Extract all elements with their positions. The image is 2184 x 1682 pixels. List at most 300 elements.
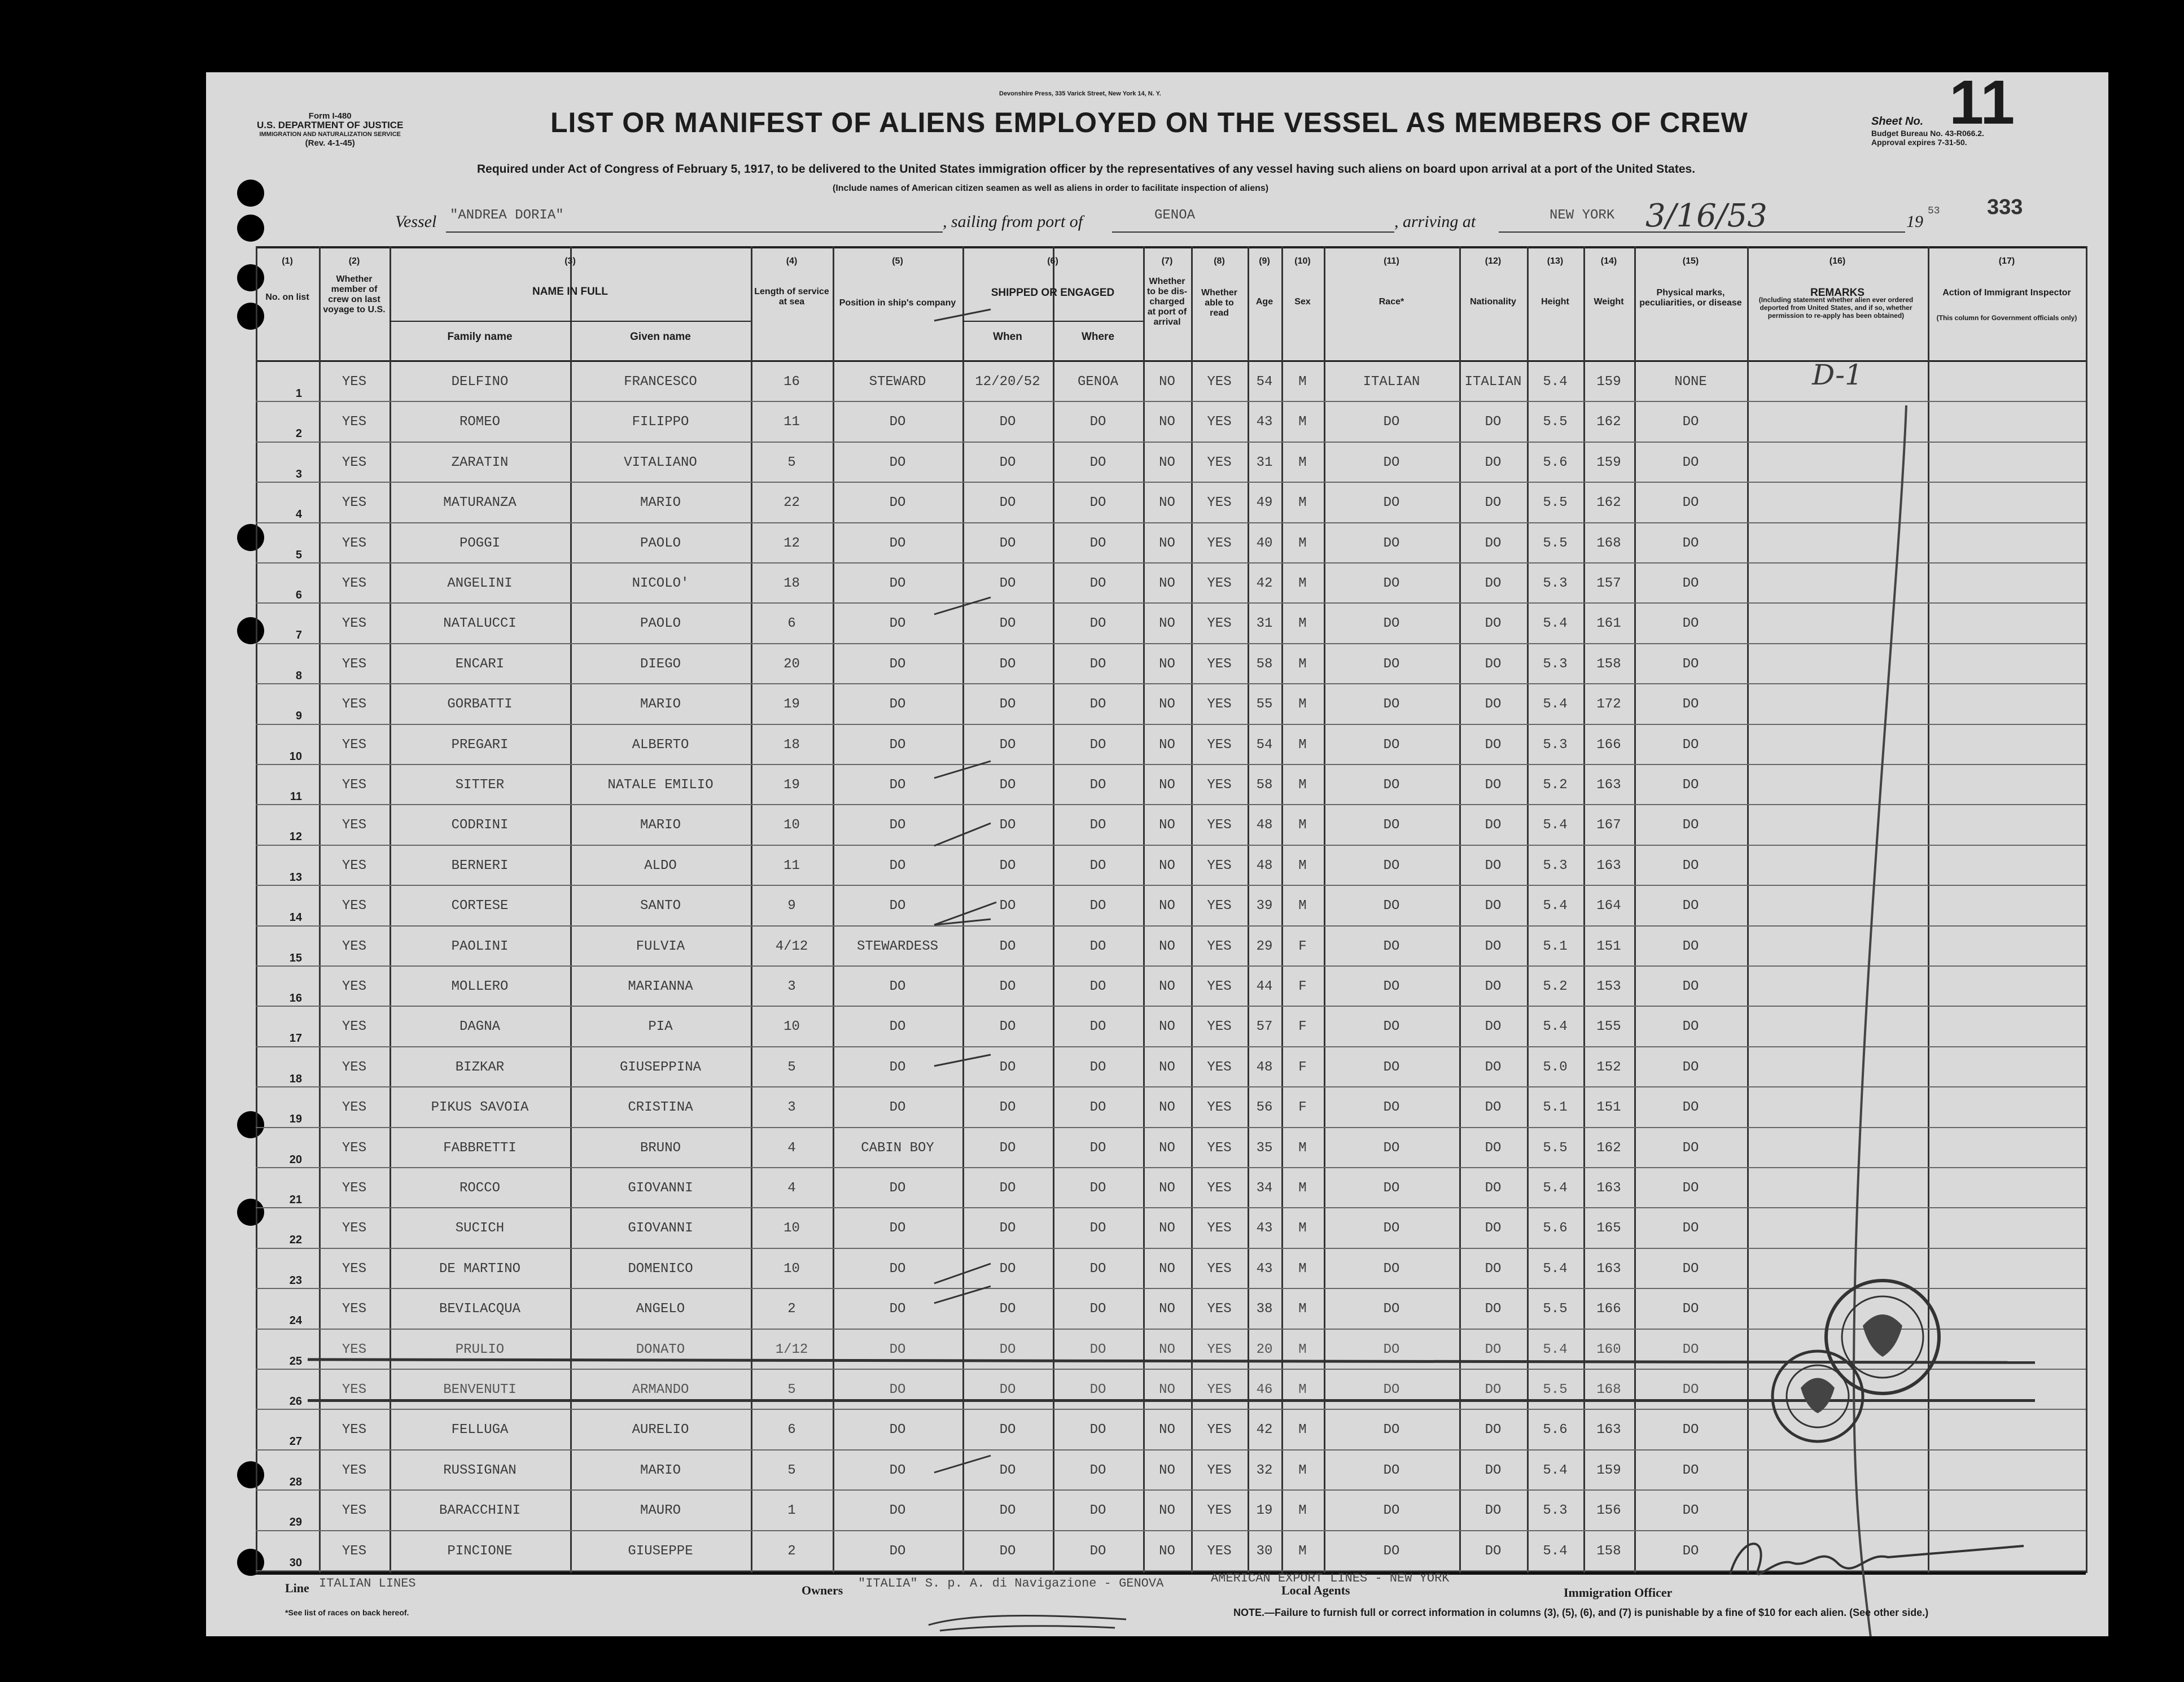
cell-crew: YES [342, 1301, 367, 1317]
row-number: 6 [295, 589, 302, 601]
cell-weight: 162 [1596, 414, 1621, 430]
cell-service: 3 [787, 1100, 796, 1116]
column-number: (16) [1829, 256, 1846, 266]
cell-when: DO [999, 576, 1016, 591]
cell-family: BIZKAR [455, 1059, 505, 1075]
departure-port: GENOA [1154, 208, 1196, 223]
cell-height: 5.4 [1543, 898, 1568, 914]
cell-position: CABIN BOY [861, 1140, 934, 1156]
cell-height: 5.6 [1543, 1221, 1568, 1237]
cell-nat: DO [1485, 979, 1502, 994]
column-number: (10) [1294, 256, 1311, 266]
cell-family: SUCICH [455, 1221, 505, 1237]
cell-nat: DO [1485, 938, 1502, 954]
line-value: ITALIAN LINES [319, 1576, 416, 1591]
cell-nat: DO [1485, 1059, 1502, 1075]
cell-position: DO [889, 1059, 906, 1075]
cell-read: YES [1207, 656, 1232, 672]
cell-read: YES [1207, 1059, 1232, 1075]
cell-when: 12/20/52 [975, 374, 1040, 390]
instruction-note: (Include names of American citizen seamen as well as aliens in order to facilitate inspection of aliens) [833, 184, 1269, 193]
cell-service: 1/12 [775, 1342, 808, 1357]
cell-when: DO [999, 777, 1016, 793]
cell-weight: 162 [1596, 495, 1621, 511]
cell-height: 5.4 [1543, 374, 1568, 390]
cell-nat: DO [1485, 858, 1502, 873]
cell-when: DO [999, 1543, 1016, 1559]
sailing-label: , sailing from port of [943, 212, 1083, 231]
cell-position: DO [889, 1100, 906, 1116]
cell-service: 16 [784, 374, 800, 390]
cell-read: YES [1207, 697, 1232, 713]
cell-age: 48 [1256, 858, 1273, 873]
cell-marks: DO [1682, 1100, 1699, 1116]
cell-service: 4 [787, 1140, 796, 1156]
cell-given: GIUSEPPE [628, 1543, 693, 1559]
cell-weight: 158 [1596, 656, 1621, 672]
cell-nat: DO [1485, 576, 1502, 591]
cell-height: 5.1 [1543, 938, 1568, 954]
cell-sex: M [1298, 1301, 1307, 1317]
cell-read: YES [1207, 1503, 1232, 1519]
column-number: (14) [1600, 256, 1617, 266]
cell-when: DO [999, 1462, 1016, 1478]
cell-family: DE MARTINO [439, 1261, 521, 1277]
family-name-header: Family name [447, 331, 513, 343]
cell-sex: M [1298, 858, 1307, 873]
cell-where: DO [1089, 979, 1106, 994]
cell-sex: F [1298, 1100, 1307, 1116]
cell-nat: DO [1485, 535, 1502, 551]
cell-marks: DO [1682, 1059, 1699, 1075]
cell-height: 5.5 [1543, 535, 1568, 551]
cell-crew: YES [342, 535, 367, 551]
cell-position: DO [889, 1462, 906, 1478]
sheet-label: Sheet No. [1871, 115, 1924, 128]
cell-given: GIOVANNI [628, 1221, 693, 1237]
cell-age: 42 [1256, 576, 1273, 591]
cell-position: DO [889, 979, 906, 994]
cell-age: 55 [1256, 697, 1273, 713]
column-number: (8) [1214, 256, 1225, 266]
cell-family: ZARATIN [451, 455, 509, 470]
cell-read: YES [1207, 455, 1232, 470]
cell-crew: YES [342, 1059, 367, 1075]
cell-given: MARIANNA [628, 979, 693, 994]
cell-sex: M [1298, 737, 1307, 753]
cell-disch: NO [1159, 858, 1175, 873]
cell-where: DO [1089, 1221, 1106, 1237]
cell-disch: NO [1159, 495, 1175, 511]
cell-age: 48 [1256, 1059, 1273, 1075]
cell-family: BERNERI [451, 858, 509, 873]
cell-nat: DO [1485, 1261, 1502, 1277]
cell-sex: F [1298, 979, 1307, 994]
cell-sex: M [1298, 898, 1307, 914]
action-note: (This column for Government officials only) [1936, 314, 2077, 322]
cell-disch: NO [1159, 1261, 1175, 1277]
cell-service: 5 [787, 1382, 796, 1397]
cell-crew: YES [342, 656, 367, 672]
cell-height: 5.4 [1543, 616, 1568, 632]
cell-read: YES [1207, 858, 1232, 873]
cell-disch: NO [1159, 616, 1175, 632]
cell-given: MARIO [640, 495, 681, 511]
cell-nat: DO [1485, 1221, 1502, 1237]
cell-sex: M [1298, 777, 1307, 793]
cell-sex: M [1298, 697, 1307, 713]
cell-weight: 153 [1596, 979, 1621, 994]
cell-marks: DO [1682, 1181, 1699, 1196]
cell-marks: DO [1682, 656, 1699, 672]
cell-race: DO [1383, 938, 1400, 954]
cell-where: DO [1089, 938, 1106, 954]
cell-race: DO [1383, 1261, 1400, 1277]
cell-given: VITALIANO [624, 455, 697, 470]
row-number: 15 [289, 951, 302, 964]
cell-service: 9 [787, 898, 796, 914]
cell-position: DO [889, 495, 906, 511]
row-number: 30 [289, 1556, 302, 1569]
cell-disch: NO [1159, 576, 1175, 591]
column-header: Height [1541, 297, 1569, 307]
cell-height: 5.4 [1543, 818, 1568, 833]
cell-position: DO [889, 1543, 906, 1559]
cell-weight: 155 [1596, 1019, 1621, 1035]
cell-sex: M [1298, 495, 1307, 511]
cell-position: DO [889, 1342, 906, 1357]
cell-service: 18 [784, 737, 800, 753]
cell-crew: YES [342, 1543, 367, 1559]
cell-crew: YES [342, 455, 367, 470]
cell-age: 56 [1256, 1100, 1273, 1116]
column-header: Action of Immigrant Inspector [1942, 288, 2071, 298]
cell-service: 4/12 [775, 938, 808, 954]
cell-weight: 163 [1596, 1422, 1621, 1438]
cell-age: 58 [1256, 777, 1273, 793]
cell-read: YES [1207, 818, 1232, 833]
row-number: 25 [289, 1355, 302, 1368]
cell-disch: NO [1159, 1462, 1175, 1478]
cell-sex: M [1298, 535, 1307, 551]
cell-height: 5.2 [1543, 979, 1568, 994]
cell-disch: NO [1159, 414, 1175, 430]
cell-service: 5 [787, 1059, 796, 1075]
cell-race: DO [1383, 656, 1400, 672]
cell-race: DO [1383, 1503, 1400, 1519]
cell-age: 34 [1256, 1181, 1273, 1196]
column-number: (13) [1547, 256, 1564, 266]
column-header: Age [1255, 297, 1273, 307]
cell-disch: NO [1159, 1181, 1175, 1196]
cell-read: YES [1207, 1100, 1232, 1116]
cell-nat: DO [1485, 697, 1502, 713]
cell-age: 40 [1256, 535, 1273, 551]
cell-read: YES [1207, 1382, 1232, 1397]
owners-label: Owners [802, 1583, 843, 1597]
cell-remarks: D-1 [1812, 359, 1863, 391]
cell-age: 19 [1256, 1503, 1273, 1519]
cell-position: DO [889, 858, 906, 873]
cell-sex: F [1298, 1019, 1307, 1035]
cell-weight: 159 [1596, 374, 1621, 390]
cell-family: BENVENUTI [443, 1382, 517, 1397]
row-number: 14 [289, 911, 302, 924]
cell-where: DO [1089, 898, 1106, 914]
cell-crew: YES [342, 777, 367, 793]
printer-imprint: Devonshire Press, 335 Varick Street, New York 14, N. Y. [999, 90, 1161, 97]
cell-service: 11 [784, 858, 800, 873]
cell-given: ANGELO [636, 1301, 685, 1317]
row-number: 16 [289, 992, 302, 1004]
cell-sex: M [1298, 1462, 1307, 1478]
cell-where: DO [1089, 616, 1106, 632]
cell-nat: DO [1485, 495, 1502, 511]
cell-when: DO [999, 1342, 1016, 1357]
cell-crew: YES [342, 1181, 367, 1196]
column-header: No. on list [265, 292, 309, 302]
cell-family: DAGNA [459, 1019, 500, 1035]
manifest-sheet [206, 68, 2108, 1636]
cell-service: 22 [784, 495, 800, 511]
cell-read: YES [1207, 495, 1232, 511]
cell-weight: 159 [1596, 455, 1621, 470]
cell-race: DO [1383, 1059, 1400, 1075]
given-name-header: Given name [630, 331, 691, 343]
cell-disch: NO [1159, 1503, 1175, 1519]
cell-family: PIKUS SAVOIA [431, 1100, 529, 1116]
row-number: 11 [290, 790, 302, 803]
cell-age: 31 [1256, 455, 1273, 470]
cell-when: DO [999, 1261, 1016, 1277]
cell-race: DO [1383, 1100, 1400, 1116]
cell-nat: DO [1485, 1422, 1502, 1438]
cell-family: GORBATTI [447, 697, 513, 713]
cell-nat: DO [1485, 656, 1502, 672]
cell-marks: DO [1682, 1543, 1699, 1559]
cell-read: YES [1207, 576, 1232, 591]
cell-weight: 157 [1596, 576, 1621, 591]
cell-weight: 164 [1596, 898, 1621, 914]
column-header: Nationality [1470, 297, 1516, 307]
cell-position: DO [889, 455, 906, 470]
cell-weight: 163 [1596, 777, 1621, 793]
department: U.S. DEPARTMENT OF JUSTICE [257, 120, 404, 130]
cell-nat: DO [1485, 414, 1502, 430]
cell-nat: DO [1485, 1019, 1502, 1035]
row-number: 3 [295, 468, 302, 480]
cell-marks: DO [1682, 1342, 1699, 1357]
cell-when: DO [999, 616, 1016, 632]
cell-service: 1 [787, 1503, 796, 1519]
cell-marks: DO [1682, 576, 1699, 591]
cell-crew: YES [342, 1221, 367, 1237]
cell-disch: NO [1159, 818, 1175, 833]
row-number: 29 [289, 1516, 302, 1529]
column-header: REMARKS [1810, 287, 1865, 299]
column-header: Position in ship's company [839, 298, 956, 308]
cell-nat: DO [1485, 1301, 1502, 1317]
cell-height: 5.5 [1543, 1140, 1568, 1156]
cell-where: GENOA [1077, 374, 1118, 390]
cell-disch: NO [1159, 1543, 1175, 1559]
cell-crew: YES [342, 898, 367, 914]
cell-given: ALDO [644, 858, 677, 873]
cell-crew: YES [342, 616, 367, 632]
cell-age: 20 [1256, 1342, 1273, 1357]
cell-race: DO [1383, 1462, 1400, 1478]
cell-sex: M [1298, 1382, 1307, 1397]
officer-signature [1719, 1523, 2035, 1602]
cell-family: PINCIONE [447, 1543, 513, 1559]
cell-when: DO [999, 414, 1016, 430]
consulate-seal [1741, 1275, 1956, 1461]
column-header: NAME IN FULL [532, 286, 609, 298]
cell-sex: F [1298, 938, 1307, 954]
service: IMMIGRATION AND NATURALIZATION SERVICE [259, 131, 401, 138]
cell-crew: YES [342, 1462, 367, 1478]
owners-flourish [923, 1608, 1137, 1636]
cell-where: DO [1089, 1059, 1106, 1075]
cell-position: STEWARD [869, 374, 926, 390]
cell-race: DO [1383, 1342, 1400, 1357]
cell-sex: M [1298, 1140, 1307, 1156]
cell-age: 48 [1256, 818, 1273, 833]
cell-family: MATURANZA [443, 495, 517, 511]
cell-height: 5.4 [1543, 1342, 1568, 1357]
column-number: (5) [892, 256, 903, 266]
row-number: 4 [295, 508, 302, 521]
column-header: Whether to be dis-charged at port of arrival [1146, 277, 1188, 327]
cell-given: SANTO [640, 898, 681, 914]
owners-value: "ITALIA" S. p. A. di Navigazione - GENOVA [858, 1576, 1164, 1591]
cell-disch: NO [1159, 1019, 1175, 1035]
cell-race: DO [1383, 1221, 1400, 1237]
cell-where: DO [1089, 1261, 1106, 1277]
cell-height: 5.2 [1543, 777, 1568, 793]
cell-service: 19 [784, 697, 800, 713]
cell-marks: DO [1682, 979, 1699, 994]
cell-height: 5.3 [1543, 656, 1568, 672]
cell-read: YES [1207, 777, 1232, 793]
cell-family: FELLUGA [451, 1422, 509, 1438]
cell-when: DO [999, 535, 1016, 551]
cell-height: 5.5 [1543, 495, 1568, 511]
cell-disch: NO [1159, 535, 1175, 551]
line-label: Line [285, 1581, 309, 1595]
cell-race: DO [1383, 535, 1400, 551]
cell-read: YES [1207, 1462, 1232, 1478]
cell-nat: DO [1485, 455, 1502, 470]
column-header: Length of service at sea [754, 287, 829, 307]
cell-disch: NO [1159, 455, 1175, 470]
cell-marks: DO [1682, 616, 1699, 632]
cell-read: YES [1207, 1342, 1232, 1357]
cell-race: DO [1383, 576, 1400, 591]
row-number: 28 [289, 1475, 302, 1488]
cell-age: 43 [1256, 414, 1273, 430]
cell-sex: M [1298, 374, 1307, 390]
cell-weight: 168 [1596, 1382, 1621, 1397]
cell-age: 39 [1256, 898, 1273, 914]
cell-height: 5.3 [1543, 1503, 1568, 1519]
cell-weight: 158 [1596, 1543, 1621, 1559]
cell-position: DO [889, 898, 906, 914]
cell-marks: DO [1682, 535, 1699, 551]
year-prefix: 19 [1906, 212, 1923, 231]
cell-family: ENCARI [455, 656, 505, 672]
cell-marks: DO [1682, 1221, 1699, 1237]
cell-disch: NO [1159, 898, 1175, 914]
cell-where: DO [1089, 455, 1106, 470]
column-header: Weight [1594, 297, 1624, 307]
cell-marks: DO [1682, 938, 1699, 954]
cell-height: 5.0 [1543, 1059, 1568, 1075]
cell-race: DO [1383, 777, 1400, 793]
cell-given: DOMENICO [628, 1261, 693, 1277]
cell-when: DO [999, 1382, 1016, 1397]
cell-where: DO [1089, 777, 1106, 793]
cell-position: DO [889, 1382, 906, 1397]
cell-where: DO [1089, 535, 1106, 551]
cell-race: DO [1383, 979, 1400, 994]
cell-service: 3 [787, 979, 796, 994]
column-header: Physical marks, peculiarities, or disease [1639, 288, 1742, 308]
row-number: 8 [295, 669, 302, 682]
cell-given: CRISTINA [628, 1100, 693, 1116]
agents-label: Local Agents [1281, 1583, 1350, 1597]
cell-weight: 163 [1596, 1261, 1621, 1277]
row-number: 18 [289, 1072, 302, 1085]
cell-age: 35 [1256, 1140, 1273, 1156]
cell-race: DO [1383, 616, 1400, 632]
cell-marks: DO [1682, 1140, 1699, 1156]
cell-family: RUSSIGNAN [443, 1462, 517, 1478]
cell-crew: YES [342, 1422, 367, 1438]
cell-nat: DO [1485, 777, 1502, 793]
cell-age: 42 [1256, 1422, 1273, 1438]
row-number: 24 [289, 1314, 302, 1327]
cell-where: DO [1089, 1181, 1106, 1196]
cell-marks: DO [1682, 818, 1699, 833]
cell-marks: DO [1682, 737, 1699, 753]
cell-where: DO [1089, 1342, 1106, 1357]
cell-crew: YES [342, 1342, 367, 1357]
cell-marks: DO [1682, 858, 1699, 873]
row-number: 22 [289, 1234, 302, 1247]
approval-expiry: Approval expires 7-31-50. [1871, 138, 1967, 147]
cell-read: YES [1207, 1422, 1232, 1438]
cell-where: DO [1089, 1301, 1106, 1317]
cell-where: DO [1089, 414, 1106, 430]
row-number: 1 [295, 387, 302, 400]
cell-age: 30 [1256, 1543, 1273, 1559]
cell-weight: 163 [1596, 858, 1621, 873]
cell-given: GIUSEPPINA [619, 1059, 702, 1075]
cell-crew: YES [342, 1503, 367, 1519]
arrival-date: 3/16/53 [1645, 198, 1767, 234]
cell-crew: YES [342, 938, 367, 954]
cell-crew: YES [342, 576, 367, 591]
cell-when: DO [999, 979, 1016, 994]
cell-disch: NO [1159, 737, 1175, 753]
cell-when: DO [999, 455, 1016, 470]
cell-race: ITALIAN [1363, 374, 1420, 390]
cell-family: SITTER [455, 777, 505, 793]
cell-height: 5.4 [1543, 1261, 1568, 1277]
cell-race: DO [1383, 818, 1400, 833]
cell-crew: YES [342, 414, 367, 430]
